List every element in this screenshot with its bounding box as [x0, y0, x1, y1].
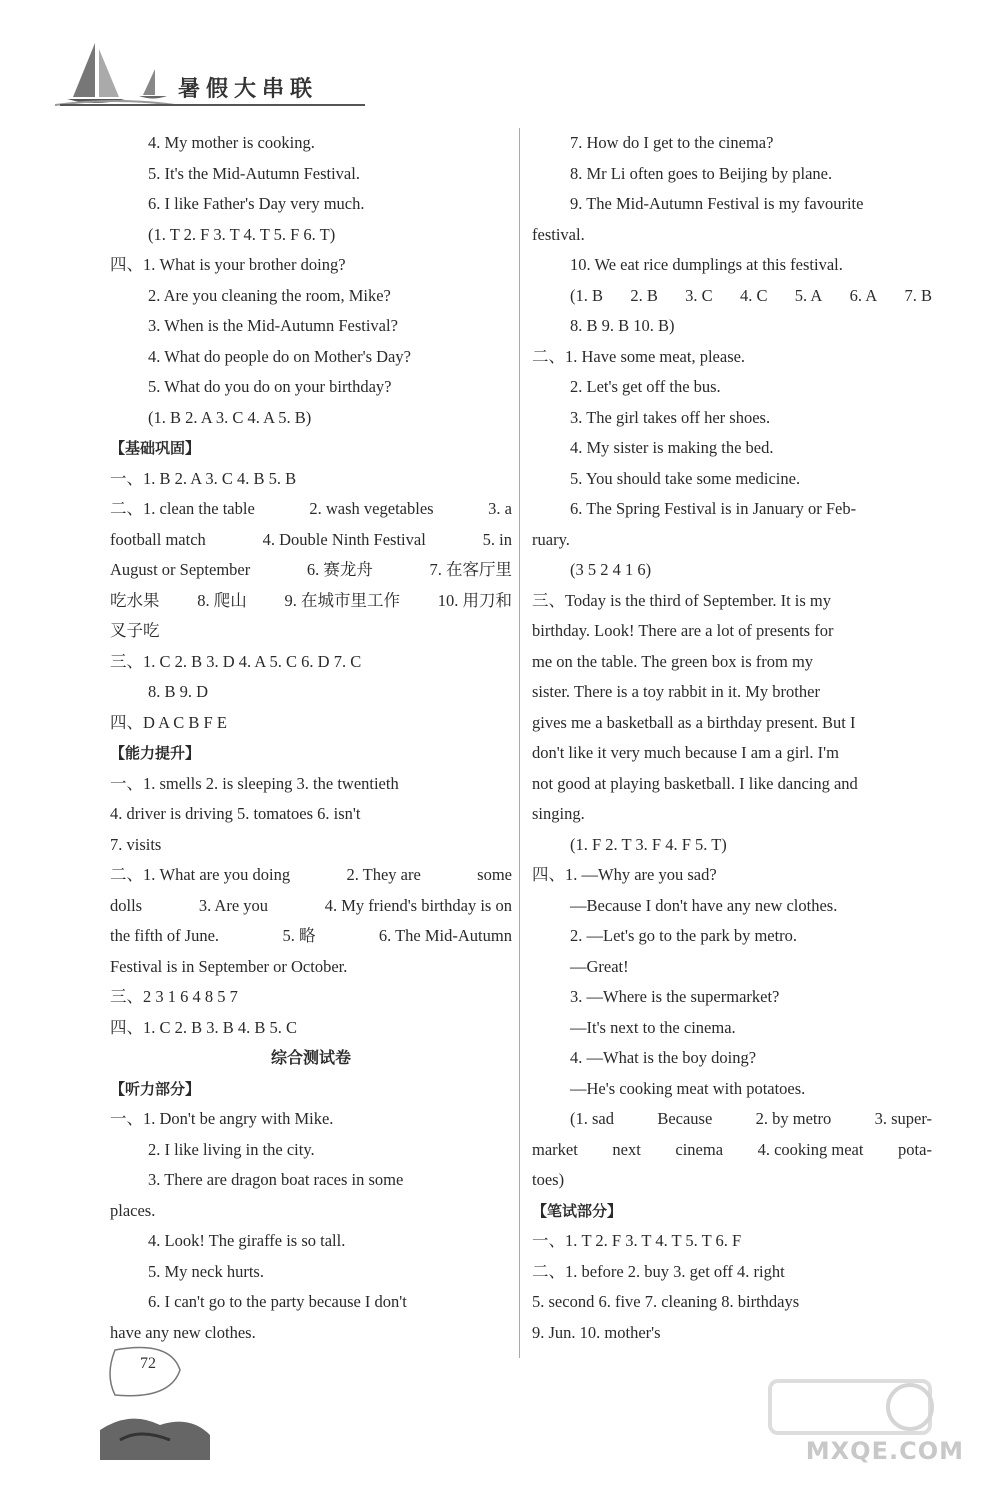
- page-number: 72: [140, 1355, 156, 1372]
- left-column-line: 三、2 3 1 6 4 8 5 7: [110, 987, 238, 1006]
- right-column-line: [532, 647, 932, 678]
- right-column-line: festival.: [532, 224, 585, 244]
- left-column-line-segment: dolls: [110, 895, 143, 915]
- right-column-line-segment: birthday. Look! There are a lot of presents for: [532, 621, 834, 640]
- right-column-line: 3. The girl takes off her shoes.: [570, 407, 771, 427]
- right-column-line: —Great!: [570, 956, 629, 976]
- left-column-line: 综合测试卷: [270, 1048, 351, 1067]
- left-column-line-segment: August or September: [110, 560, 251, 579]
- left-column-line: places.: [110, 1200, 156, 1220]
- left-column-line-segment: football match: [110, 529, 206, 549]
- left-column-line-segment: 9. 在城市里工作: [284, 590, 400, 610]
- watermark-site-text: MXQE.COM: [805, 1437, 964, 1465]
- left-column-line: [110, 494, 512, 525]
- left-column-line-segment: 4. My friend's birthday is on: [324, 895, 512, 915]
- left-column-line: 5. What do you do on your birthday?: [148, 377, 392, 396]
- right-column-line-segment: 3. C: [685, 285, 713, 305]
- left-column-line: 一、1. smells 2. is sleeping 3. the twentieth: [110, 773, 399, 793]
- left-column-line-segment: 3. Are you: [198, 895, 269, 915]
- left-column-line: [110, 860, 512, 891]
- left-column-line: 一、1. Don't be angry with Mike.: [110, 1109, 334, 1128]
- right-column-line: 3. —Where is the supermarket?: [570, 987, 780, 1006]
- right-column-line-segment: 9. The Mid-Autumn Festival is my favourite: [570, 194, 864, 213]
- right-column-line: 4. My sister is making the bed.: [570, 438, 774, 457]
- left-column-line-segment: the fifth of June.: [110, 926, 220, 945]
- right-column-line-segment: don't like it very much because I am a girl. I'm: [532, 743, 839, 762]
- left-column-line: 4. What do people do on Mother's Day?: [148, 346, 411, 366]
- right-column-line: —It's next to the cinema.: [570, 1017, 736, 1037]
- right-column-line-segment: gives me a basketball as a birthday present. But I: [532, 712, 856, 732]
- right-column-line: 9. Jun. 10. mother's: [532, 1322, 661, 1342]
- left-column-line: 3. When is the Mid-Autumn Festival?: [148, 316, 398, 335]
- left-column-line: [110, 555, 512, 586]
- right-column-line-segment: pota-: [898, 1139, 932, 1159]
- right-column-line-segment: cinema: [675, 1139, 724, 1159]
- left-column-line: have any new clothes.: [110, 1322, 256, 1342]
- right-column-line: [532, 189, 932, 220]
- left-column-line: 2. Are you cleaning the room, Mike?: [148, 285, 391, 305]
- right-column-line: [532, 281, 932, 312]
- column-divider: [519, 128, 520, 1358]
- right-column-line: [532, 738, 932, 769]
- right-column-line-segment: 6. A: [849, 285, 878, 305]
- right-column-line: [532, 586, 932, 617]
- right-column-line-segment: market: [532, 1139, 578, 1159]
- right-column-line: 四、1. —Why are you sad?: [532, 865, 717, 884]
- right-column-line: 二、1. before 2. buy 3. get off 4. right: [532, 1261, 785, 1281]
- right-column-line: [532, 616, 932, 647]
- right-column-line: 5. You should take some medicine.: [570, 468, 801, 488]
- right-column-line: (1. F 2. T 3. F 4. F 5. T): [570, 834, 727, 854]
- left-column-line: (1. B 2. A 3. C 4. A 5. B): [148, 407, 312, 427]
- left-column-line: [110, 586, 512, 617]
- left-column-line: 6. I like Father's Day very much.: [148, 194, 365, 213]
- right-column-line: 【笔试部分】: [532, 1201, 623, 1220]
- right-column-line: ruary.: [532, 529, 570, 549]
- right-column-line-segment: 2. B: [630, 285, 658, 305]
- left-column-line-segment: 6. 赛龙舟: [306, 560, 373, 579]
- right-column-line-segment: 6. The Spring Festival is in January or Feb-: [570, 499, 857, 518]
- left-column-line: 8. B 9. D: [148, 682, 209, 701]
- right-column-line: [532, 494, 932, 525]
- footer-decoration-icon: [100, 1340, 270, 1460]
- left-column-line: 【基础巩固】: [110, 439, 201, 457]
- left-column-line: 四、1. What is your brother doing?: [110, 255, 346, 274]
- left-column-line: Festival is in September or October.: [110, 956, 348, 976]
- right-column-line-segment: 4. cooking meat: [757, 1139, 864, 1159]
- left-column-line: 4. driver is driving 5. tomatoes 6. isn't: [110, 804, 361, 823]
- left-column-line: 叉子吃: [110, 621, 160, 640]
- right-column-line: [532, 1104, 932, 1135]
- left-column-line-segment: some: [477, 865, 512, 884]
- right-column-line: singing.: [532, 804, 585, 823]
- left-column-line-segment: 5. in: [482, 529, 512, 549]
- left-column-line-segment: 10. 用刀和: [437, 590, 512, 610]
- right-column-line: toes): [532, 1170, 565, 1189]
- left-column-line-segment: 6. The Mid-Autumn: [378, 926, 512, 945]
- left-column-line: 4. My mother is cooking.: [148, 133, 315, 152]
- right-column-line-segment: next: [612, 1139, 641, 1159]
- page-header-title: 暑假大串联: [178, 76, 319, 102]
- right-column-line: [532, 769, 932, 800]
- right-column-line: —Because I don't have any new clothes.: [570, 895, 838, 915]
- right-column-line-segment: (1. sad: [570, 1109, 614, 1128]
- right-column-line-segment: 4. C: [739, 285, 768, 305]
- left-column-line: 5. My neck hurts.: [148, 1261, 264, 1281]
- right-column-line: [532, 708, 932, 739]
- left-column-line: 2. I like living in the city.: [148, 1139, 315, 1159]
- right-column-line: 5. second 6. five 7. cleaning 8. birthdays: [532, 1292, 800, 1311]
- right-column-line: 8. B 9. B 10. B): [570, 316, 675, 335]
- left-column-line-segment: 二、1. clean the table: [110, 499, 255, 518]
- right-column-line-segment: not good at playing basketball. I like dancing and: [532, 773, 858, 793]
- right-column-line: 4. —What is the boy doing?: [570, 1048, 757, 1067]
- right-column-line-segment: me on the table. The green box is from my: [532, 651, 814, 671]
- right-column-line: 2. Let's get off the bus.: [570, 377, 721, 396]
- left-column-line-segment: 吃水果: [110, 590, 160, 610]
- left-column-line-segment: 3. a: [488, 499, 512, 518]
- left-column-line: [110, 525, 512, 556]
- left-column-line: (1. T 2. F 3. T 4. T 5. F 6. T): [148, 224, 336, 244]
- left-column-line: 三、1. C 2. B 3. D 4. A 5. C 6. D 7. C: [110, 651, 362, 671]
- left-column-line: [110, 921, 512, 952]
- left-column-line: 一、1. B 2. A 3. C 4. B 5. B: [110, 468, 297, 488]
- right-column-line: 7. How do I get to the cinema?: [570, 133, 774, 152]
- right-column-line-segment: (1. B: [570, 285, 603, 305]
- right-column-line-segment: Because: [657, 1109, 713, 1128]
- left-column-line: 【听力部分】: [110, 1079, 201, 1098]
- left-column-line: 【能力提升】: [110, 744, 201, 762]
- left-column-line-segment: 7. 在客厅里: [429, 560, 512, 579]
- left-column-line-segment: 3. There are dragon boat races in some: [148, 1170, 404, 1189]
- header-rule: [60, 104, 365, 106]
- right-column-line-segment: 3. super-: [874, 1109, 932, 1128]
- right-column-line: [532, 677, 932, 708]
- left-column-line-segment: 2. wash vegetables: [309, 499, 434, 518]
- right-column-line: —He's cooking meat with potatoes.: [570, 1078, 806, 1098]
- right-column-line: (3 5 2 4 1 6): [570, 560, 652, 579]
- right-column-line-segment: sister. There is a toy rabbit in it. My brother: [532, 682, 820, 701]
- left-column-line: 四、1. C 2. B 3. B 4. B 5. C: [110, 1017, 298, 1037]
- right-column-line-segment: 7. B: [904, 285, 932, 305]
- left-column-line-segment: 二、1. What are you doing: [110, 865, 291, 884]
- left-column-line: 4. Look! The giraffe is so tall.: [148, 1231, 346, 1250]
- right-column-line-segment: 5. A: [794, 285, 823, 305]
- left-column-line-segment: 6. I can't go to the party because I don't: [148, 1292, 407, 1311]
- left-column-line-segment: 4. Double Ninth Festival: [262, 529, 426, 549]
- answer-column-right: [532, 128, 932, 1348]
- right-column-line-segment: 三、Today is the third of September. It is my: [532, 590, 832, 610]
- answer-column-left: [110, 128, 512, 1348]
- right-column-line: 二、1. Have some meat, please.: [532, 346, 746, 366]
- left-column-line: 5. It's the Mid-Autumn Festival.: [148, 163, 360, 183]
- left-column-line: 7. visits: [110, 834, 162, 854]
- left-column-line-segment: 2. They are: [346, 865, 421, 884]
- right-column-line: [532, 1135, 932, 1166]
- left-column-line: [110, 891, 512, 922]
- right-column-line: 8. Mr Li often goes to Beijing by plane.: [570, 163, 833, 183]
- left-column-line: [110, 1287, 512, 1318]
- left-column-line: 四、D A C B F E: [110, 712, 227, 732]
- right-column-line: 10. We eat rice dumplings at this festival.: [570, 255, 843, 274]
- right-column-line: 一、1. T 2. F 3. T 4. T 5. T 6. F: [532, 1231, 742, 1250]
- right-column-line: 2. —Let's go to the park by metro.: [570, 926, 798, 945]
- right-column-line-segment: 2. by metro: [755, 1109, 832, 1128]
- left-column-line-segment: 5. 略: [282, 926, 316, 945]
- left-column-line-segment: 8. 爬山: [197, 590, 247, 610]
- left-column-line: [110, 1165, 512, 1196]
